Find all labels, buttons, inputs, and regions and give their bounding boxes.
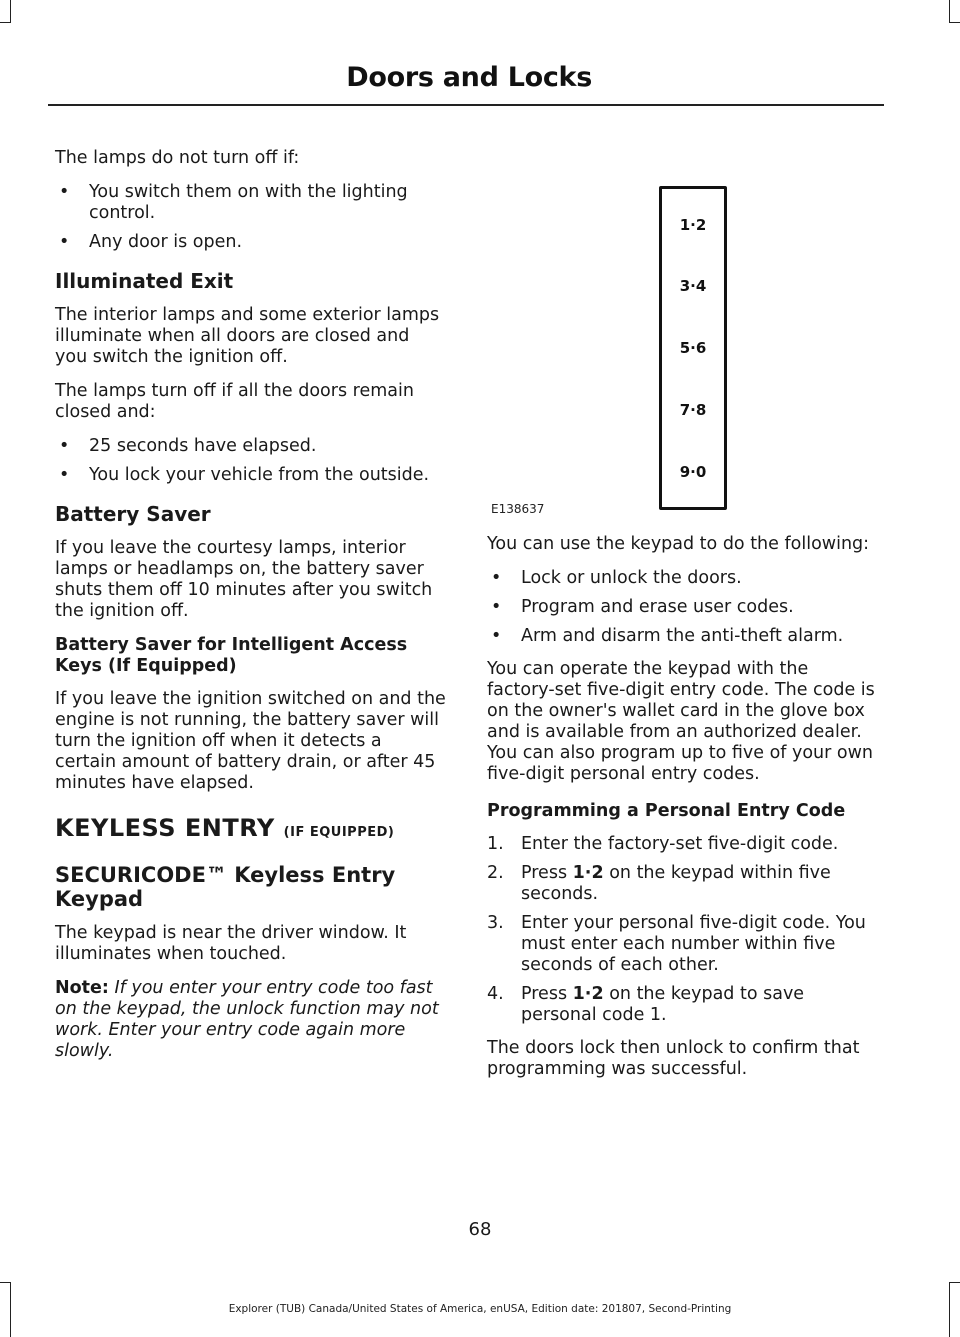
list-item: • Program and erase user codes. xyxy=(487,597,880,618)
paragraph: If you leave the ignition switched on and the engine is not running, the battery saver will turn the ignition off when it detects a certain amount of battery drain, or after 45 minutes have elapsed. xyxy=(55,689,446,793)
list-item xyxy=(487,834,880,855)
list-item: • You lock your vehicle from the outside. xyxy=(55,465,447,486)
step-text: on the keypad to save personal code 1. xyxy=(521,984,805,1025)
note-paragraph xyxy=(55,978,447,1062)
step-text: Enter your personal five-digit code. You must enter each number within five seconds of each other. xyxy=(521,913,866,975)
step-text: Enter the factory-set five-digit code. xyxy=(521,834,839,854)
section-heading-illuminated-exit: Illuminated Exit xyxy=(55,269,234,293)
note-label: Note: xyxy=(55,978,109,998)
keypad-uses-list xyxy=(487,568,880,647)
chapter-heading-text: KEYLESS ENTRY xyxy=(55,814,275,842)
edition-footer: Explorer (TUB) Canada/United States of America, enUSA, Edition date: 201807, Second-Printing xyxy=(228,1303,732,1315)
keypad-key: 1·2 xyxy=(679,216,707,234)
intro-text: The lamps do not turn off if: xyxy=(55,148,300,168)
list-item xyxy=(487,863,880,905)
crop-mark-bottom-right-h xyxy=(949,1282,960,1283)
keypad-key: 7·8 xyxy=(679,401,707,419)
section-heading-securicode: SECURICODE™ Keyless Entry Keypad xyxy=(55,863,396,911)
figure-code: E138637 xyxy=(491,502,545,516)
left-column xyxy=(55,148,447,1075)
chapter-heading-suffix: (IF EQUIPPED) xyxy=(283,825,395,840)
page-title: Doors and Locks xyxy=(346,62,592,93)
key-label: 1·2 xyxy=(572,863,604,883)
paragraph: The keypad is near the driver window. It illuminates when touched. xyxy=(55,923,407,964)
paragraph: You can use the keypad to do the following: xyxy=(487,534,870,554)
step-text: on the keypad within five seconds. xyxy=(521,863,831,904)
list-item: • Any door is open. xyxy=(55,232,447,253)
list-item: • 25 seconds have elapsed. xyxy=(55,436,447,457)
section-heading-battery-saver: Battery Saver xyxy=(55,502,211,526)
right-column xyxy=(487,148,880,1093)
subsection-heading-intelligent-access: Battery Saver for Intelligent Access Keys (If Equipped) xyxy=(55,635,408,676)
crop-mark-top-right-h xyxy=(949,22,960,23)
step-text: Press xyxy=(521,863,573,883)
paragraph: The doors lock then unlock to confirm that programming was successful. xyxy=(487,1038,860,1079)
paragraph: The lamps turn off if all the doors remain closed and: xyxy=(55,381,414,422)
paragraph: You can operate the keypad with the factory-set five-digit entry code. The code is on the owner's wallet card in the glove box and is available from an authorized dealer. You can also program up to five of your own five-digit personal entry codes. xyxy=(487,659,875,784)
step-number: 3. xyxy=(487,913,504,933)
step-number: 1. xyxy=(487,834,504,854)
crop-mark-bottom-left-h xyxy=(0,1282,11,1283)
chapter-heading-keyless-entry xyxy=(55,814,447,847)
keypad-illustration xyxy=(659,186,727,510)
list-item: • Arm and disarm the anti-theft alarm. xyxy=(487,626,880,647)
key-label: 1·2 xyxy=(572,984,604,1004)
paragraph: If you leave the courtesy lamps, interior lamps or headlamps on, the battery saver shuts them off 10 minutes after you switch the ignition off. xyxy=(55,538,433,621)
illuminated-exit-bullet-list xyxy=(55,436,447,486)
step-number: 4. xyxy=(487,984,504,1004)
note-text: If you enter your entry code too fast on the keypad, the unlock function may not work. Enter your entry code again more slowly. xyxy=(55,978,439,1061)
programming-steps xyxy=(487,834,880,1026)
keypad-figure xyxy=(487,148,880,518)
list-item: • Lock or unlock the doors. xyxy=(487,568,880,589)
subsection-heading-programming: Programming a Personal Entry Code xyxy=(487,801,846,821)
step-number: 2. xyxy=(487,863,504,883)
intro-bullet-list xyxy=(55,182,447,253)
step-text: Press xyxy=(521,984,573,1004)
crop-mark-top-left-v xyxy=(10,0,11,22)
keypad-key: 9·0 xyxy=(679,463,707,481)
crop-mark-top-left-h xyxy=(0,22,11,23)
list-item xyxy=(487,984,880,1026)
keypad-key: 5·6 xyxy=(679,339,707,357)
header-divider xyxy=(48,104,884,106)
paragraph: The interior lamps and some exterior lamps illuminate when all doors are closed and you switch the ignition off. xyxy=(55,305,440,367)
page-number: 68 xyxy=(468,1219,492,1240)
list-item xyxy=(487,913,880,976)
keypad-key: 3·4 xyxy=(679,277,707,295)
crop-mark-top-right-v xyxy=(949,0,950,22)
list-item: • You switch them on with the lighting control. xyxy=(55,182,447,224)
